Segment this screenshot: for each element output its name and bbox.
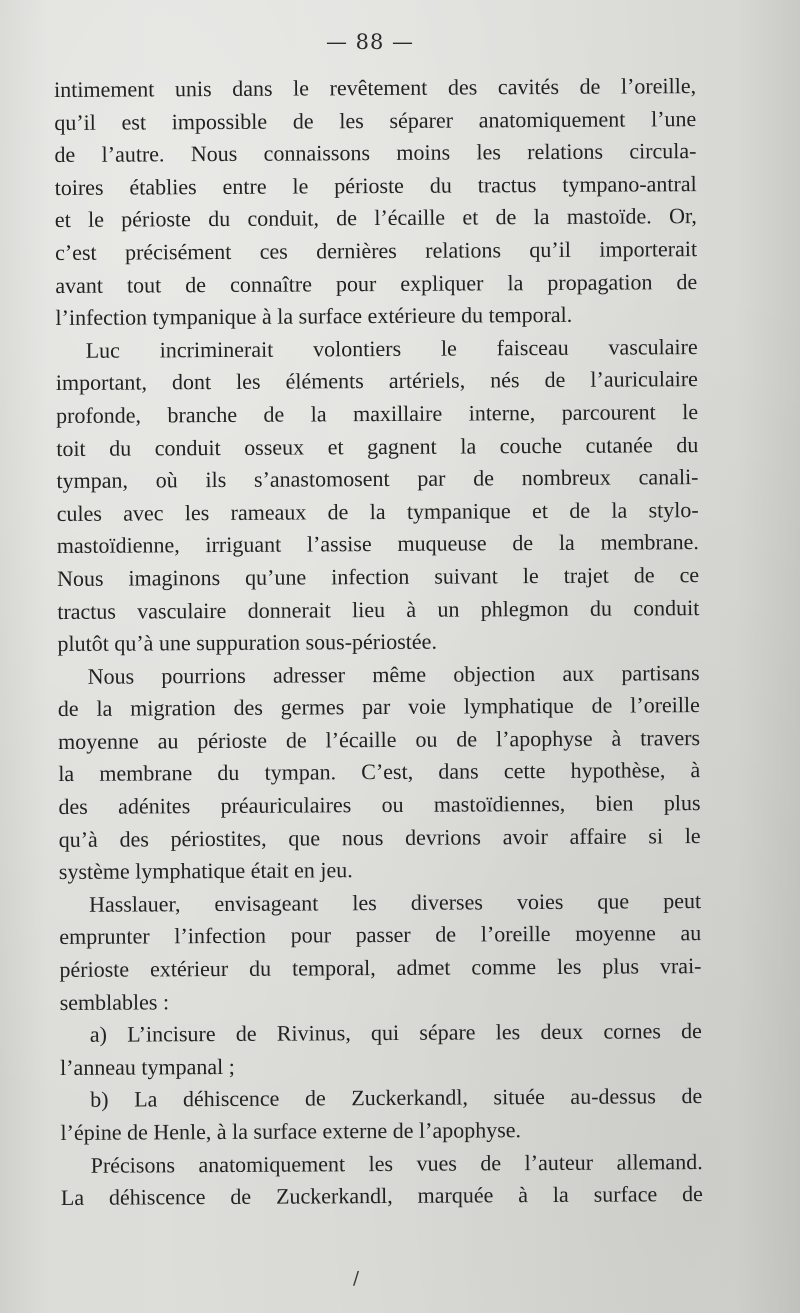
text-line: c’est précisément ces dernières relations qu’il importerait <box>55 236 698 265</box>
text-line: périoste extérieur du temporal, admet comme les plus vrai- <box>59 953 702 983</box>
text-line: toit du conduit osseux et gagnent la couche cutanée du <box>56 431 699 461</box>
text-line: plutôt qu’à une suppuration sous-périostée. <box>57 628 437 657</box>
text-line: moyenne au périoste de l’écaille ou de l’apophyse à travers <box>58 724 701 754</box>
text-line: toires établies entre le périoste du tractus tympano-antral <box>54 170 697 200</box>
text-line: système lymphatique était en jeu. <box>58 857 353 885</box>
text-line: tractus vasculaire donnerait lieu à un phlegmon du conduit <box>57 594 700 624</box>
text-line: semblables : <box>59 988 170 1015</box>
body-text <box>54 70 703 1215</box>
text-line: emprunter l’infection pour passer de l’oreille moyenne au <box>59 920 702 950</box>
text-line: avant tout de connaître pour expliquer la propagation de <box>55 268 698 298</box>
text-line: et le périoste du conduit, de l’écaille et de la mastoïde. Or, <box>54 203 697 233</box>
text-line: l’infection tympanique à la surface extérieure du temporal. <box>55 301 573 331</box>
text-line: qu’il est impossible de les séparer anatomiquement l’une <box>54 105 697 135</box>
list-item-a: a) L’incisure de Rivinus, qui sépare les deux cornes de <box>89 1018 702 1048</box>
text-line: la membrane du tympan. C’est, dans cette hypothèse, à <box>58 757 701 787</box>
paragraph-start-line: Nous pourrions adresser même objection aux partisans <box>87 659 700 689</box>
text-line: l’anneau tympanal ; <box>59 1053 235 1080</box>
page-number: — 88 — <box>325 30 415 54</box>
text-line: tympan, où ils s’anastomosent par de nombreux canali- <box>56 464 699 494</box>
text-line: de la migration des germes par voie lymphatique de l’oreille <box>57 692 700 722</box>
paragraph-start-line: Précisons anatomiquement les vues de l’auteur allemand. <box>90 1148 703 1178</box>
text-line: La déhiscence de Zuckerkandl, marquée à la surface de <box>60 1181 703 1211</box>
text-line: important, dont les éléments artériels, nés de l’auriculaire <box>55 366 698 396</box>
text-line: cules avec les rameaux de la tympanique et de la stylo- <box>56 496 699 526</box>
text-line: profonde, branche de la maxillaire interne, parcourent le <box>56 399 699 428</box>
text-line: l’épine de Henle, à la surface externe de l’apophyse. <box>60 1117 522 1145</box>
paragraph-start-line: Hasslauer, envisageant les diverses voies que peut <box>88 887 702 917</box>
text-line: de l’autre. Nous connaissons moins les relations circula- <box>54 138 697 168</box>
text-line: qu’à des périostites, que nous devrions avoir affaire si le <box>58 822 701 852</box>
text-line: intimement unis dans le revêtement des cavités de l’oreille, <box>54 73 697 102</box>
text-line: Nous imaginons qu’une infection suivant le trajet de ce <box>57 561 700 591</box>
bottom-mark: / <box>353 1268 360 1289</box>
paragraph-start-line: Luc incriminerait volontiers le faisceau vasculaire <box>85 333 698 363</box>
text-line: mastoïdienne, irriguant l’assise muqueuse de la membrane. <box>56 529 699 559</box>
list-item-b: b) La déhiscence de Zuckerkandl, située au-dessus de <box>90 1083 703 1113</box>
text-line: des adénites préauriculaires ou mastoïdiennes, bien plus <box>58 790 701 820</box>
